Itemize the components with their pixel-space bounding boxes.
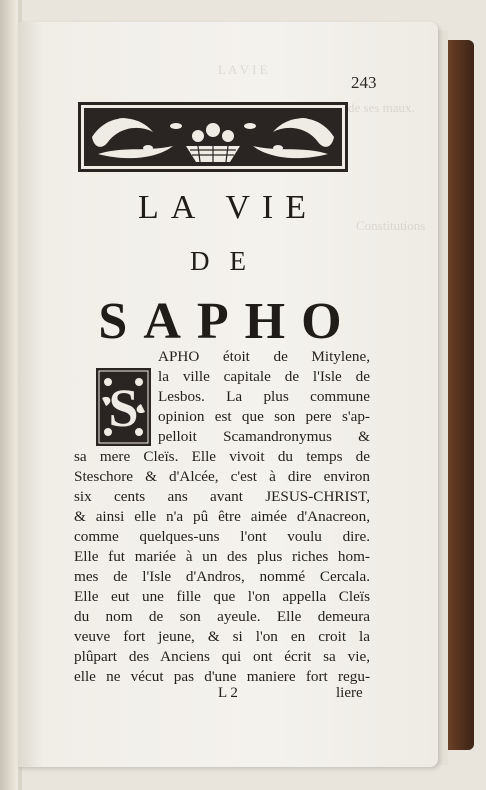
page-number: 243 <box>351 73 377 92</box>
body-line: Elle eut une fille que l'on appella Cleïs <box>74 588 370 605</box>
body-line: la ville capitale de l'Isle de <box>158 368 370 385</box>
body-line: Steschore & d'Alcée, c'est à dire environ <box>74 468 370 485</box>
body-line: opinion est que son pere s'ap- <box>158 408 370 425</box>
title-de: DE <box>190 246 266 276</box>
body-line: mes de l'Isle d'Andros, nommé Cercala. <box>74 568 370 585</box>
previous-page-edge <box>0 0 18 790</box>
show-through-text: L A V I E <box>218 62 268 77</box>
svg-text:S: S <box>108 378 139 438</box>
body-line: veuve fort jeune, & si l'on en croit la <box>74 628 370 645</box>
show-through-text: de ses maux. <box>348 100 415 115</box>
body-line: Lesbos. La plus commune <box>158 388 370 405</box>
body-line: du nom de son ayeule. Elle demeura <box>74 608 370 625</box>
body-line: pelloit Scamandronymus & <box>158 428 370 445</box>
body-line: elle ne vécut pas d'une maniere fort regu- <box>74 668 370 685</box>
body-line: sa mere Cleïs. Elle vivoit du temps de <box>74 448 370 465</box>
body-line: plûpart des Anciens qui ont écrit sa vie, <box>74 648 370 665</box>
catchword: liere <box>336 685 363 701</box>
headpiece-ornament <box>78 102 348 172</box>
title-sapho: SAPHO <box>98 293 358 350</box>
decorated-initial <box>96 368 151 446</box>
body-line: APHO étoit de Mitylene, <box>158 348 370 365</box>
signature-mark: L 2 <box>218 685 238 701</box>
body-line: six cents ans avant JESUS-CHRIST, <box>74 488 370 505</box>
body-line: & ainsi elle n'a pû être aimée d'Anacreon, <box>74 508 370 525</box>
title-la-vie: LA VIE <box>138 189 318 226</box>
body-line: comme quelques-uns l'ont voulu dire. <box>74 528 370 545</box>
book-page <box>18 22 438 767</box>
show-through-text: Constitutions <box>356 218 426 233</box>
body-line: Elle fut mariée à un des plus riches hom- <box>74 548 370 565</box>
